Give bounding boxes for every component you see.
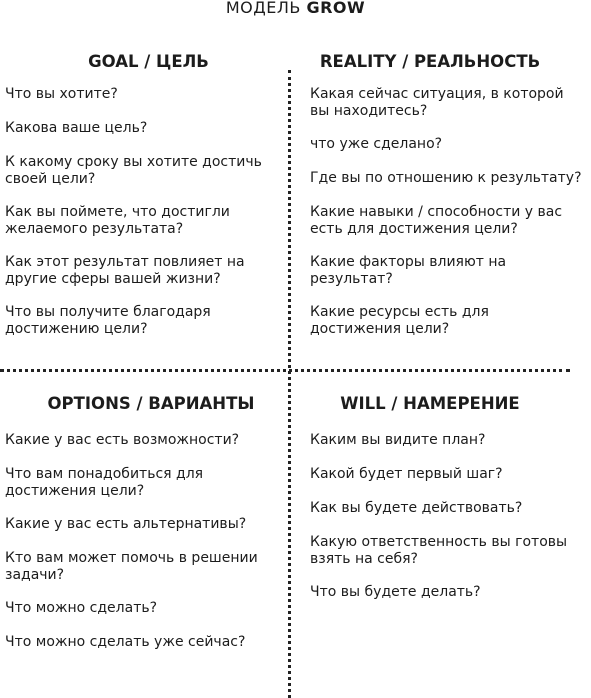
question-item bbox=[5, 432, 239, 449]
question-line: достижения цели? bbox=[5, 483, 145, 499]
question-line: Где вы по отношению к результату? bbox=[310, 170, 582, 186]
question-item bbox=[5, 550, 258, 584]
question-item bbox=[310, 136, 442, 153]
question-line: есть для достижения цели? bbox=[310, 221, 518, 237]
question-item bbox=[310, 204, 562, 238]
question-line: Какие факторы влияют на bbox=[310, 254, 507, 270]
question-line: Какие навыки / способности у вас bbox=[310, 204, 563, 220]
quadrant-will-heading: WILL / НАМЕРЕНИЕ bbox=[340, 394, 520, 413]
question-line: Что вы хотите? bbox=[5, 86, 118, 102]
question-line: достижения цели? bbox=[310, 321, 450, 337]
question-item bbox=[310, 304, 489, 338]
question-item bbox=[5, 86, 118, 103]
question-line: Что вам понадобиться для bbox=[5, 466, 204, 482]
question-item bbox=[310, 432, 485, 449]
question-line: достижению цели? bbox=[5, 321, 148, 337]
quadrant-goal-heading: GOAL / ЦЕЛЬ bbox=[88, 52, 209, 71]
question-item bbox=[5, 466, 203, 500]
question-item bbox=[310, 466, 503, 483]
question-item bbox=[5, 204, 230, 238]
question-line: Какова ваше цель? bbox=[5, 120, 148, 136]
question-line: другие сферы вашей жизни? bbox=[5, 271, 221, 287]
question-line: вы находитесь? bbox=[310, 103, 428, 119]
question-item bbox=[5, 634, 245, 651]
question-line: своей цели? bbox=[5, 171, 96, 187]
question-item bbox=[5, 304, 211, 338]
question-item bbox=[5, 516, 246, 533]
question-line: Как этот результат повлияет на bbox=[5, 254, 245, 270]
question-line: результат? bbox=[310, 271, 393, 287]
page-title-strong: GROW bbox=[306, 0, 366, 17]
page-title-prefix: МОДЕЛЬ bbox=[225, 0, 307, 17]
question-line: взять на себя? bbox=[310, 551, 418, 567]
question-item bbox=[310, 86, 564, 120]
question-line: Что можно сделать уже сейчас? bbox=[5, 634, 246, 650]
question-line: Какую ответственность вы готовы bbox=[310, 534, 568, 550]
question-item bbox=[5, 600, 157, 617]
quadrant-reality bbox=[291, 0, 591, 369]
question-line: К какому сроку вы хотите достичь bbox=[5, 154, 262, 170]
question-line: Как вы будете действовать? bbox=[310, 500, 523, 516]
quadrant-will bbox=[291, 372, 591, 698]
question-item bbox=[310, 584, 481, 601]
question-line: Какие у вас есть возможности? bbox=[5, 432, 240, 448]
question-line: Что вы будете делать? bbox=[310, 584, 481, 600]
question-line: что уже сделано? bbox=[310, 136, 443, 152]
quadrant-goal bbox=[0, 0, 288, 369]
question-item bbox=[5, 120, 147, 137]
question-item bbox=[5, 254, 245, 288]
quadrant-options bbox=[0, 372, 288, 698]
question-line: Как вы поймете, что достигли bbox=[5, 204, 230, 220]
question-line: Какие у вас есть альтернативы? bbox=[5, 516, 247, 532]
question-line: задачи? bbox=[5, 567, 65, 583]
question-line: Какая сейчас ситуация, в которой bbox=[310, 86, 564, 102]
question-item bbox=[5, 154, 262, 188]
question-line: желаемого результата? bbox=[5, 221, 184, 237]
question-item bbox=[310, 170, 582, 187]
question-line: Какие ресурсы есть для bbox=[310, 304, 489, 320]
question-item bbox=[310, 534, 567, 568]
question-line: Что вы получите благодаря bbox=[5, 304, 211, 320]
question-line: Кто вам может помочь в решении bbox=[5, 550, 258, 566]
quadrant-reality-heading: REALITY / РЕАЛЬНОСТЬ bbox=[319, 52, 541, 71]
quadrant-options-heading: OPTIONS / ВАРИАНТЫ bbox=[47, 394, 255, 413]
question-line: Какой будет первый шаг? bbox=[310, 466, 503, 482]
question-item bbox=[310, 254, 506, 288]
question-line: Что можно сделать? bbox=[5, 600, 158, 616]
question-item bbox=[310, 500, 522, 517]
question-line: Каким вы видите план? bbox=[310, 432, 486, 448]
